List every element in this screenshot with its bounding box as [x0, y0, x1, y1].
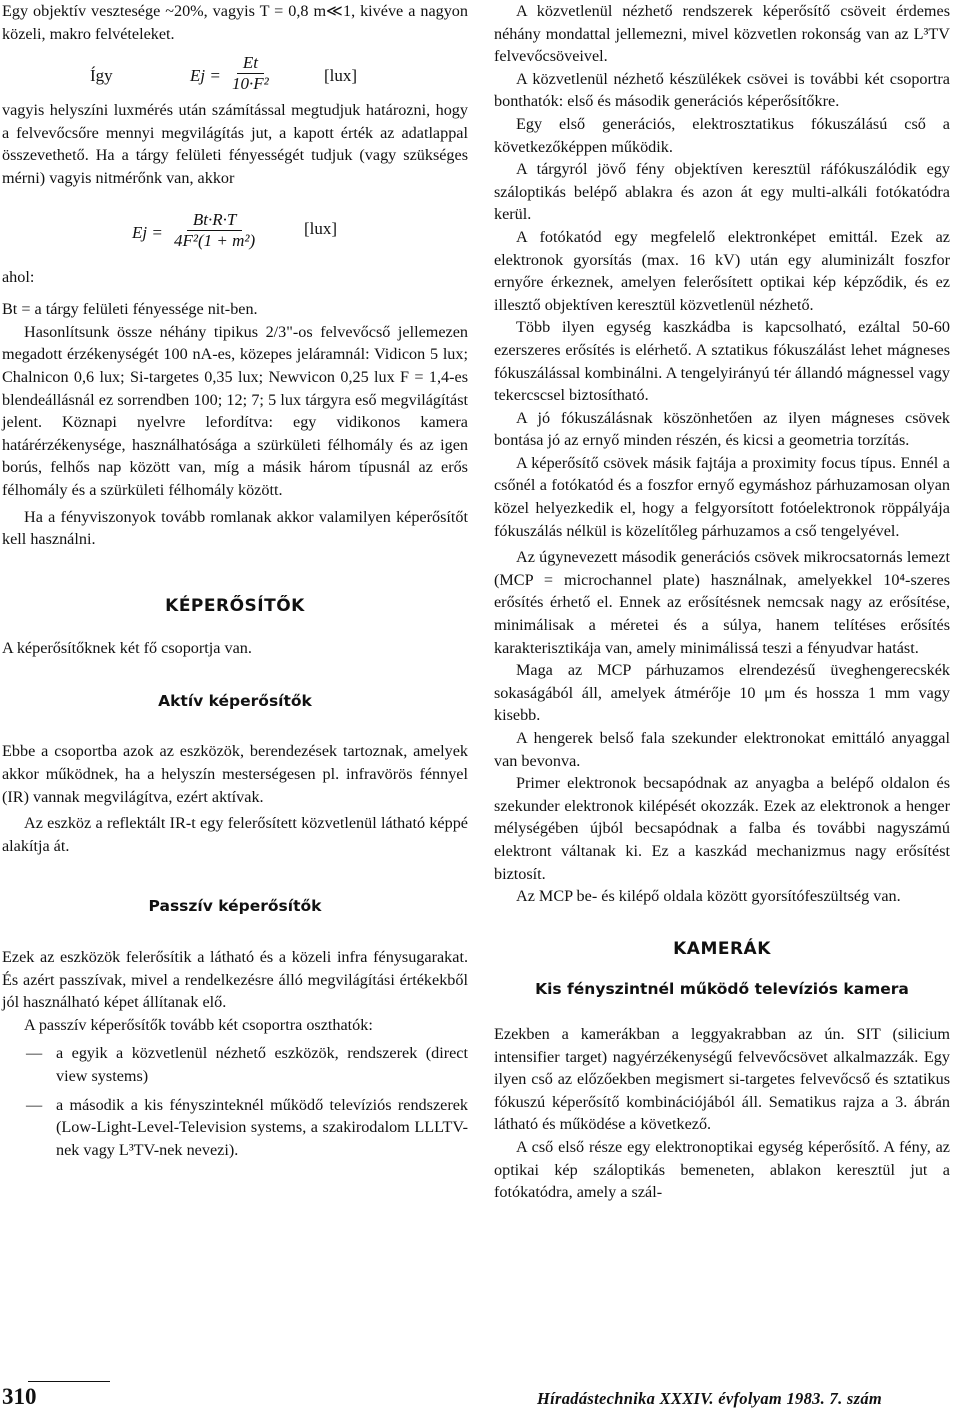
paragraph: Egy első generációs, elektrosztatikus fókuszálású cső a következőképpen működik. — [494, 114, 950, 156]
paragraph: A fotókatód egy megfelelő elektronképet emittál. Ezek az elektronok gyorsítás (max. 16 kV) után egy aluminizált foszfor ernyőre érkeznek, amelyen felerősített optikai kép képződik, és ez illesztő objektíven keresztül közvetlenül nézhető. — [494, 227, 950, 314]
formula-prefix: Így — [90, 66, 113, 86]
paragraph: Hasonlítsunk össze néhány tipikus 2/3"-os felvevőcső jellemezen megadott érzékenységét 100 nA-es, közepes jeláramnál: Vidicon 5 lux; Chalnicon 0,6 lux; Si-targetes 0,35 lux; Newvicon 0,25 lux F = 1,4-es blendeállásnál ez sorrendben 100; 12; 7; 5 lux tárgyra eső megvilágítást jelent. Köznapi nyelvre lefordítva: egy vidikonos kamera határérzékenysége, használhatósága a szürkületi félhomály és az igen borús, felhős nap között van, míg a másik három típusnál az erős félhomály és a szürkületi félhomály között. — [2, 322, 468, 499]
formula-fraction — [170, 210, 259, 251]
paragraph: A jó fókuszálásnak köszönhetően az ilyen mágneses csövek bontása jó az ernyő minden részén, és kicsi a geometria torzítás. — [494, 408, 950, 450]
footer-rule — [28, 1381, 110, 1382]
list-item-text: a egyik a közvetlenül nézhető eszközök, rendszerek (direct view systems) — [56, 1044, 468, 1085]
formula-lhs: Ej = — [132, 222, 163, 242]
paragraph: A passzív képerősítők tovább két csoportra oszthatók: — [24, 1015, 373, 1034]
right-column — [494, 0, 950, 1204]
paragraph: A képerősítőknek két fő csoportja van. — [2, 639, 252, 658]
paragraph: A tárgyról jövő fény objektíven keresztül ráfókuszálódik egy száloptikás belépő ablakra és azon át egy multi-alkáli fotókatódra kerül. — [494, 160, 950, 224]
section-heading-keperositok: KÉPERŐSÍTŐK — [165, 595, 305, 616]
formula-ej-bt — [2, 204, 468, 264]
section-heading-kis-fenyszint: Kis fényszintnél működő televíziós kamera — [535, 980, 909, 999]
paragraph: A cső első része egy elektronoptikai egység képerősítő. A fény, az optikai kép száloptikás bemeneten, ablakon keresztül jut a fotókatódra, amely a szál- — [494, 1137, 950, 1202]
journal-footer: Híradástechnika XXXIV. évfolyam 1983. 7. szám — [537, 1389, 883, 1408]
paragraph: A képerősítő csövek másik fajtája a proximity focus típus. Ennél a csőnél a fotókatód és a foszfor ernyő egymáshoz párhuzamosan olyan közel helyezkedik el, hogy a felgyorsított fotóelektronok röppályája fókuszálás nélkül is közelítőleg párhuzamos a cső tengelyével. — [494, 453, 950, 540]
formula-ej-et — [2, 45, 468, 99]
list-item — [2, 1042, 468, 1087]
paragraph: Egy objektív vesztesége ~20%, vagyis T = 0,8 m≪1, kivéve a nagyon közeli, makro felvételeket. — [2, 2, 468, 43]
ahol-label: ahol: — [2, 267, 35, 286]
formula-numerator: Et — [237, 53, 264, 74]
paragraph: Ezek az eszközök felerősítik a látható és a közeli infra fénysugarakat. És azért passzívak, mivel a rendelkezésre álló megvilágítási értékekből jól használható képet állítanak elő. — [2, 948, 468, 1012]
section-heading-aktiv: Aktív képerősítők — [158, 691, 312, 710]
formula-denominator: 4F²(1 + m²) — [174, 230, 256, 250]
formula-fraction — [228, 53, 273, 94]
paragraph: Az MCP be- és kilépő oldala között gyorsítófeszültség van. — [516, 887, 901, 906]
section-heading-passziv: Passzív képerősítők — [148, 897, 322, 916]
list-dash: — — [26, 1095, 43, 1114]
list-dash: — — [26, 1044, 43, 1063]
left-column — [0, 0, 468, 1161]
formula-numerator: Bt·R·T — [187, 210, 242, 231]
list-item — [2, 1094, 468, 1162]
paragraph: A közvetlenül nézhető rendszerek képerősítő csöveit érdemes néhány mondattal jellemezni, mivel közvetlen rokonság van az L³TV felvevőcsöveivel. — [494, 2, 950, 66]
paragraph: Maga az MCP párhuzamos elrendezésű üveghengerecskék sokaságából áll, amelyek átmérője 10 μm és hossza 1 mm vagy kisebb. — [494, 661, 950, 725]
list-item-text: a második a kis fényszinteknél működő televíziós rendszerek (Low-Light-Level-Television systems, a szakirodalom LLLTV-nek vagy L³TV-nek nevezi). — [56, 1095, 468, 1159]
bt-definition: Bt = a tárgy felületi fényessége nit-ben. — [2, 300, 258, 319]
formula-unit: [lux] — [324, 66, 358, 86]
paragraph: Az eszköz a reflektált IR-t egy felerősített közvetlenül látható képpé alakítja át. — [2, 814, 468, 855]
paragraph: Ebbe a csoportba azok az eszközök, berendezések tartoznak, amelyek akkor működnek, ha a helyszín mesterségesen pl. infravörös fénnyel (IR) vannak megvilágítva, ezért aktívak. — [2, 742, 468, 806]
formula-denominator: 10·F² — [232, 74, 269, 94]
paragraph: Az úgynevezett második generációs csövek mikrocsatornás lemezt (MCP = microchannel plate) használnak, amelyekkel 10⁴-szeres erősítés érhető el. Ennek az erősítésnek nemcsak nagy az erősítése, minimálisak a méretei és a súlya, hanem telítéses erősítés karakterisztikája van, amely minimálissá teszi a fényudvar hatást. — [494, 548, 950, 657]
paragraph: A hengerek belső fala szekunder elektronokat emittáló anyaggal van bevonva. — [494, 729, 950, 770]
paragraph: Primer elektronok becsapódnak az anyagba a belépő oldalon és szekunder elektronok kilépését okozzák. Ezek az elektronok a henger mélységében újból becsapódnak a falba és további nagyszámú elektront váltanak ki. Ez a kaszkád mechanizmus nagy erősítést biztosít. — [494, 774, 950, 883]
page-number: 310 — [2, 1384, 37, 1409]
paragraph: A közvetlenül nézhető készülékek csövei is további két csoportra bonthatók: első és második generációs képerősítőkre. — [494, 69, 950, 111]
paragraph: vagyis helyszíni luxmérés után számítással megtudjuk határozni, hogy a felvevőcsőre mennyi megvilágítás jut, a kapott érték az adatlappal összevethető. Ha a tárgy felületi fényességét tudjuk (vagy szükséges mérni) vagyis nitmérőnk van, akkor — [2, 101, 468, 187]
paragraph: Több ilyen egység kaszkádba is kapcsolható, ezáltal 50-60 ezerszeres erősítés is elérhető. A sztatikus fókuszálást lehet mágneses fókuszálással kombinálni. A tengelyirányú tér állandó mágnessel vagy tekercscsel biztosítható. — [494, 318, 950, 405]
formula-unit: [lux] — [304, 218, 338, 238]
paragraph: Ezekben a kamerákban a leggyakrabban az ún. SIT (silicium intensifier target) nagyérzékenységű felvevőcsövet alkalmazzák. Egy ilyen cső az előzőekben megismert si-targetes felvevőcső és sztatikus fókuszú képerősítő kombinációjából áll. Sematikus rajza a 3. ábrán látható és működése a következő. — [494, 1024, 950, 1134]
formula-lhs: Ej = — [190, 66, 221, 86]
paragraph: Ha a fényviszonyok tovább romlanak akkor valamilyen képerősítőt kell használni. — [2, 507, 468, 549]
section-heading-kamerak: KAMERÁK — [673, 938, 771, 959]
